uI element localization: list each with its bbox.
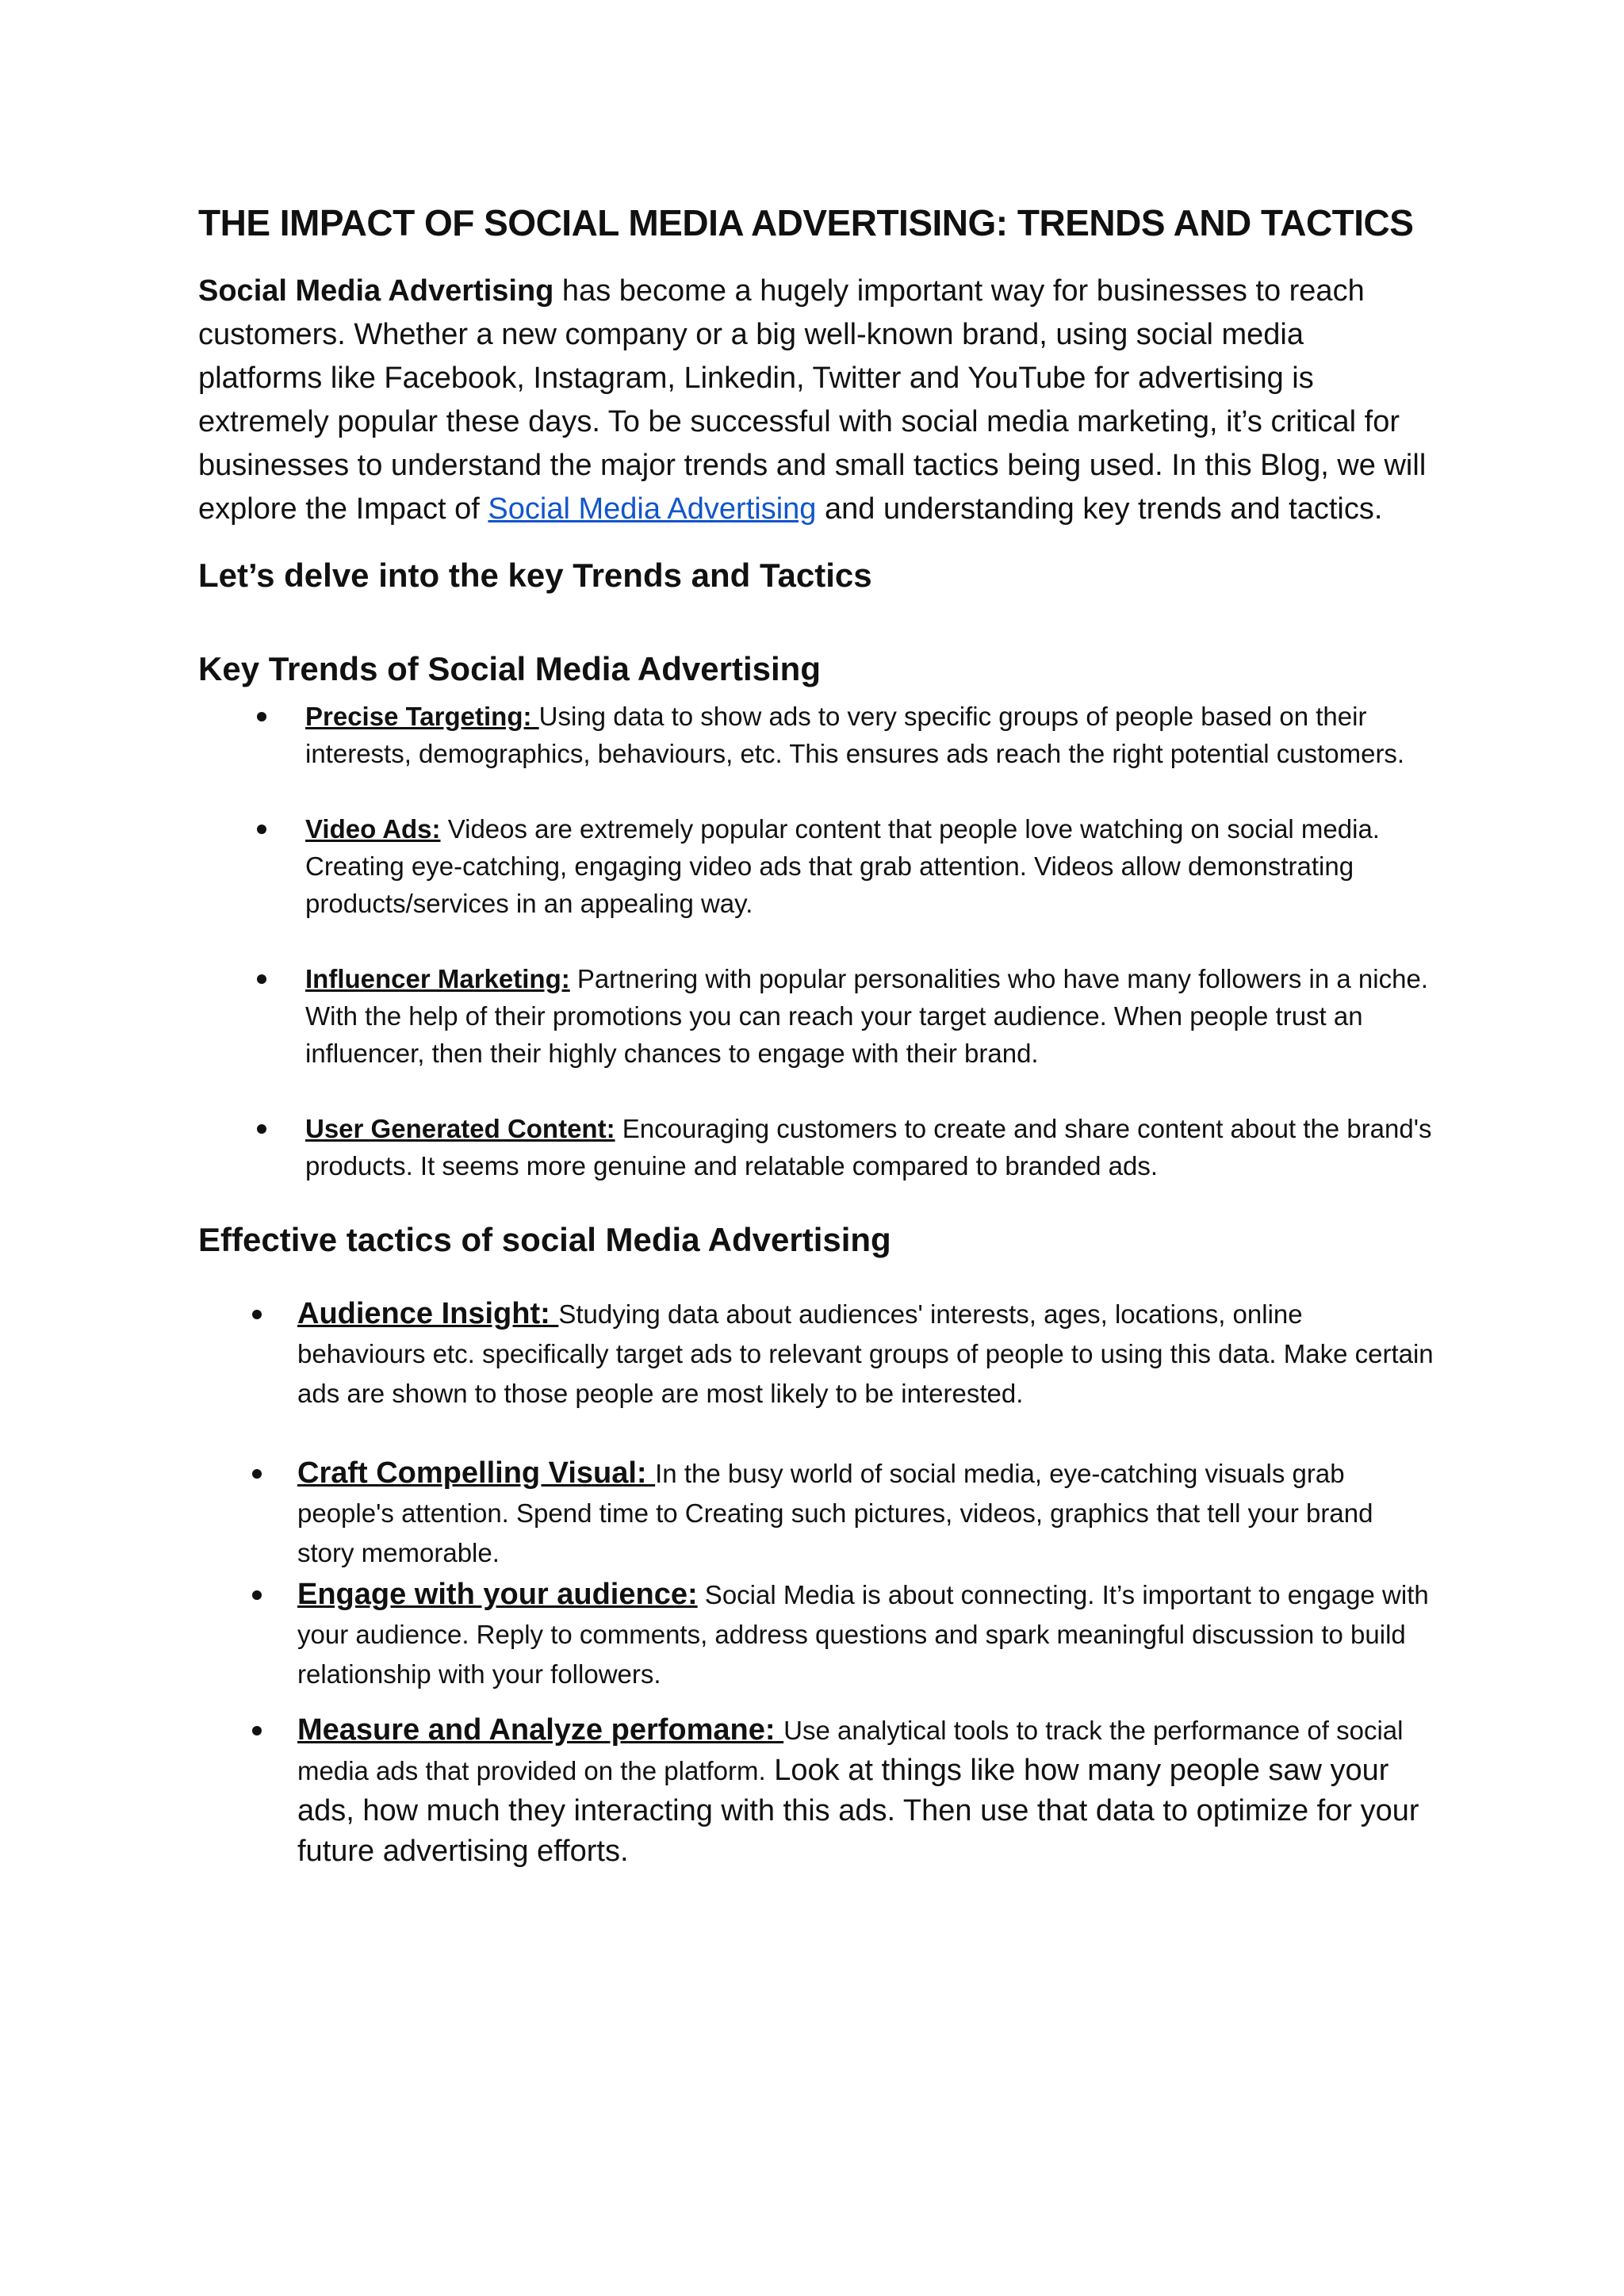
intro-paragraph bbox=[198, 270, 1435, 531]
trend-text: Videos are extremely popular content that people love watching on social media. Creating eye-catching, engaging video ads that grab attention. Videos allow demonstrating products/services in an appealing way. bbox=[305, 814, 1380, 918]
intro-bold-lead: Social Media Advertising bbox=[198, 274, 554, 308]
list-item bbox=[198, 810, 1435, 922]
bullet-icon bbox=[252, 1310, 262, 1319]
trend-term: Video Ads: bbox=[305, 814, 441, 844]
list-item bbox=[198, 698, 1435, 772]
social-media-advertising-link[interactable]: Social Media Advertising bbox=[488, 492, 817, 526]
trend-term: Influencer Marketing: bbox=[305, 964, 570, 993]
trend-term: User Generated Content: bbox=[305, 1114, 615, 1143]
bullet-icon bbox=[257, 825, 266, 834]
list-item bbox=[198, 1710, 1435, 1872]
tactic-term: Engage with your audience: bbox=[297, 1578, 698, 1611]
list-item bbox=[198, 1110, 1435, 1184]
list-item bbox=[198, 960, 1435, 1072]
trends-heading: Key Trends of Social Media Advertising bbox=[198, 650, 821, 687]
trends-list bbox=[198, 698, 1435, 1184]
tactics-list bbox=[198, 1294, 1435, 1872]
list-item bbox=[198, 1294, 1435, 1414]
tactic-text: Social Media is about connecting. It’s important to engage with your audience. Reply to comments, address questions and spark meaningful discussion to build relationship with your followers. bbox=[297, 1580, 1429, 1689]
bullet-icon bbox=[252, 1726, 262, 1735]
tactic-term: Measure and Analyze perfomane: bbox=[297, 1713, 784, 1747]
list-item bbox=[198, 1453, 1435, 1573]
intro-text: has become a hugely important way for businesses to reach customers. Whether a new company or a big well-known brand, using social media platforms like Facebook, Instagram, Linkedin, Twitter and YouTube for advertising is extremely popular these days. To be successful with social media marketing, it’s critical for businesses to understand the major trends and small tactics being used. In this Blog, we will explore the Impact of bbox=[198, 274, 1427, 526]
tactic-term: Craft Compelling Visual: bbox=[297, 1456, 656, 1490]
delve-heading: Let’s delve into the key Trends and Tactics bbox=[198, 557, 872, 594]
trend-text: Encouraging customers to create and share content about the brand's products. It seems more genuine and relatable compared to branded ads. bbox=[305, 1114, 1432, 1181]
trend-text: Using data to show ads to very specific groups of people based on their interests, demographics, behaviours, etc. This ensures ads reach the right potential customers. bbox=[305, 702, 1405, 768]
tactic-term: Audience Insight: bbox=[297, 1297, 559, 1330]
bullet-icon bbox=[257, 974, 266, 984]
tactic-text: Use analytical tools to track the performance of social media ads that provided on the platform. bbox=[297, 1716, 1404, 1785]
list-item bbox=[198, 1575, 1435, 1694]
bullet-icon bbox=[257, 712, 266, 721]
bullet-icon bbox=[257, 1124, 266, 1134]
tactics-heading: Effective tactics of social Media Advertising bbox=[198, 1221, 891, 1258]
bullet-icon bbox=[252, 1469, 262, 1479]
intro-text-end: and understanding key trends and tactics. bbox=[816, 492, 1383, 526]
tactic-text: In the busy world of social media, eye-catching visuals grab people's attention. Spend time to Creating such pictures, videos, graphics that tell your brand story memorable. bbox=[297, 1459, 1373, 1567]
page-title: THE IMPACT OF SOCIAL MEDIA ADVERTISING: TRENDS AND TACTICS bbox=[198, 202, 1414, 243]
tactic-text-large: Look at things like how many people saw your ads, how much they interacting with this ads. Then use that data to optimize for your future advertising efforts. bbox=[297, 1754, 1419, 1868]
bullet-icon bbox=[252, 1590, 262, 1600]
trend-text: Partnering with popular personalities who have many followers in a niche. With the help of their promotions you can reach your target audience. When people trust an influencer, then their highly chances to engage with their brand. bbox=[305, 964, 1428, 1068]
document-content bbox=[198, 198, 1435, 1872]
tactic-text: Studying data about audiences' interests, ages, locations, online behaviours etc. specifically target ads to relevant groups of people to using this data. Make certain ads are shown to those people are most likely to be interested. bbox=[297, 1299, 1434, 1408]
trend-term: Precise Targeting: bbox=[305, 702, 539, 731]
